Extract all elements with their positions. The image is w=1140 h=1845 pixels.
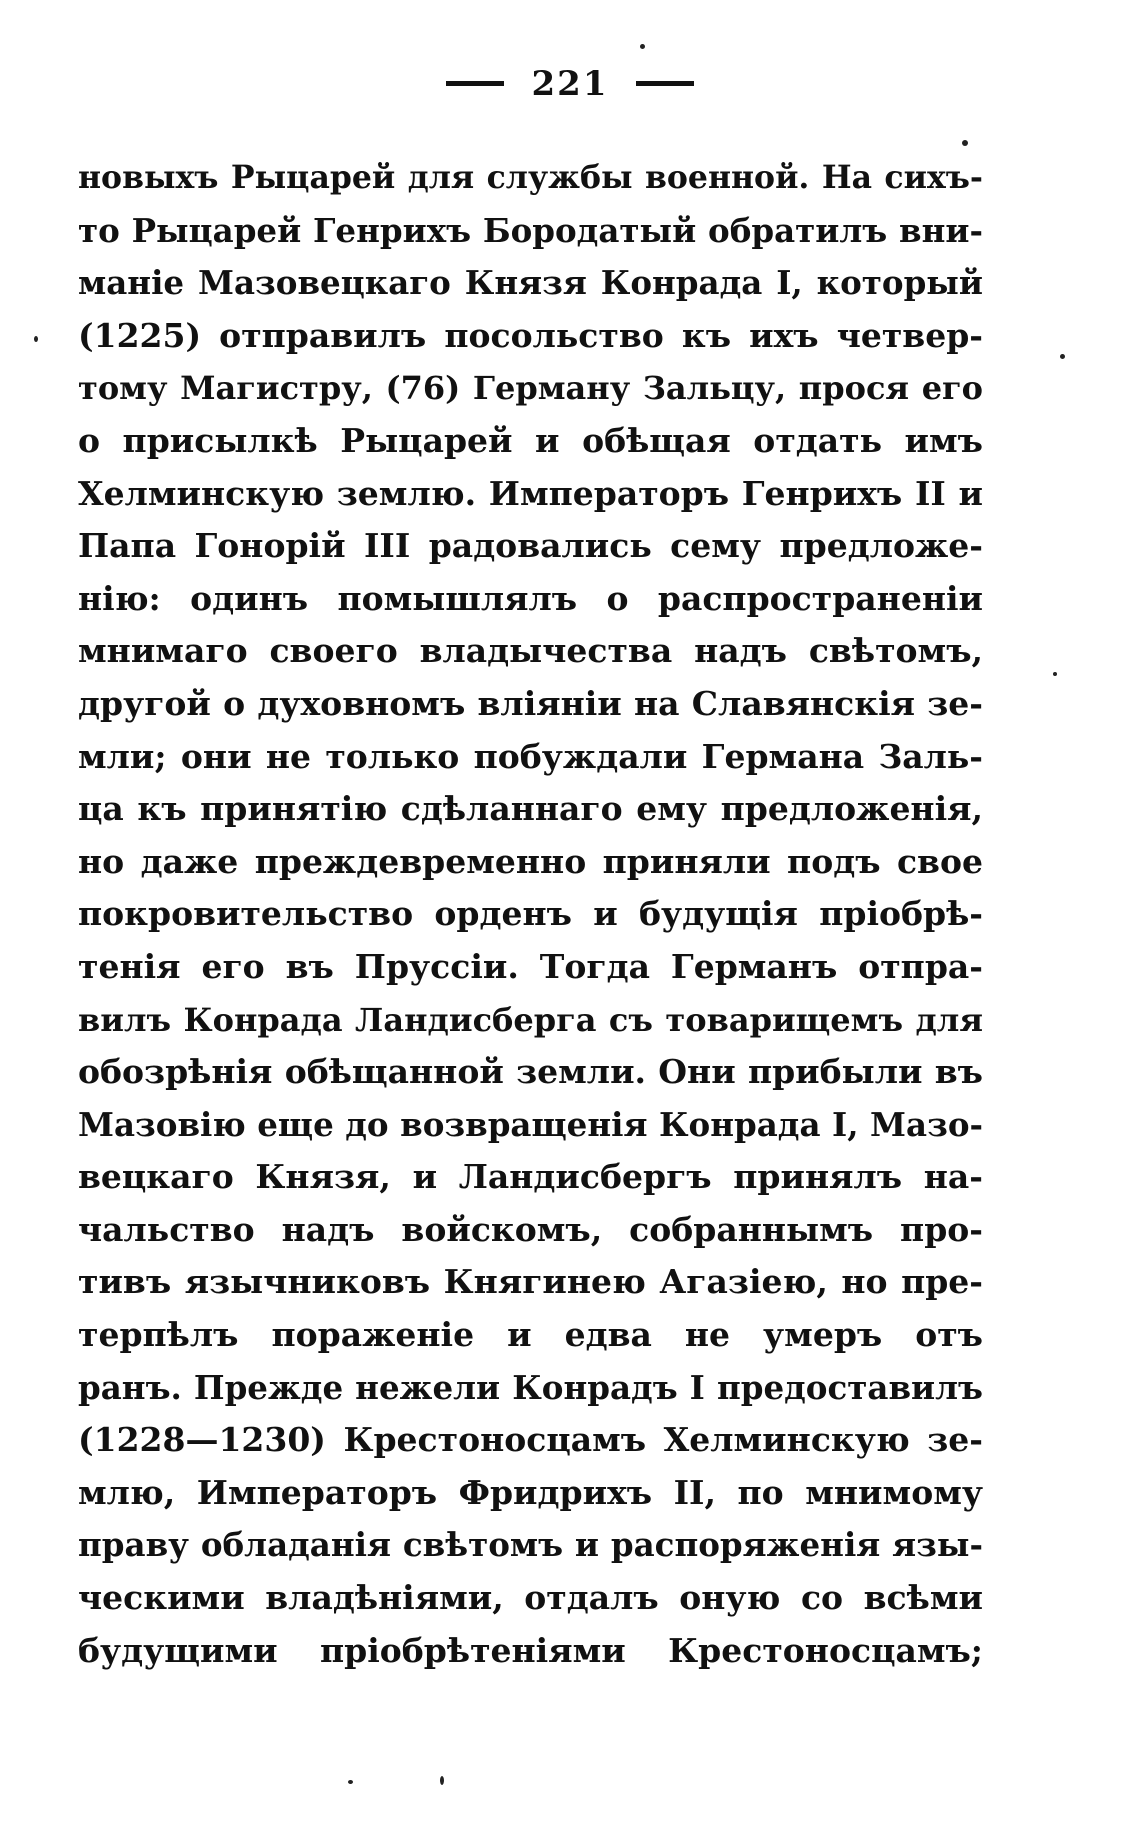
text-line: ранъ. Прежде нежели Конрадъ I предоставилъ	[78, 1367, 983, 1407]
text-line: тивъ язычниковъ Княгинею Агазіею, но пре-	[78, 1262, 983, 1302]
text-line: праву обладанія свѣтомъ и распоряженія язы-	[78, 1525, 983, 1565]
page-body	[78, 152, 983, 1677]
text-line: тенія его въ Пруссіи. Тогда Германъ отпра-	[78, 946, 983, 986]
scan-speck	[962, 140, 968, 146]
text-line: млю, Императоръ Фридрихъ II, по мнимому	[78, 1472, 983, 1512]
scan-speck	[1060, 354, 1065, 359]
text-line: о присылкѣ Рыцарей и обѣщая отдать имъ	[78, 420, 983, 460]
text-line: нію: одинъ помышлялъ о распространеніи	[78, 578, 983, 618]
header-dash-left	[446, 81, 504, 86]
text-line: маніе Мазовецкаго Князя Конрада I, который	[78, 263, 983, 303]
text-line: (1228—1230) Крестоносцамъ Хелминскую зе-	[78, 1420, 983, 1460]
text-line: (1225) отправилъ посольство къ ихъ четвер-	[78, 315, 983, 355]
text-line: вецкаго Князя, и Ландисбергъ принялъ на-	[78, 1157, 983, 1197]
text-line: Хелминскую землю. Императоръ Генрихъ II и	[78, 473, 983, 513]
scan-speck	[640, 44, 645, 49]
text-line: то Рыцарей Генрихъ Бородатый обратилъ вни-	[78, 210, 983, 250]
text-line: мнимаго своего владычества надъ свѣтомъ,	[78, 631, 983, 671]
scan-speck	[348, 1780, 353, 1784]
scan-speck	[1053, 672, 1057, 676]
text-line: покровительство орденъ и будущія пріобрѣ-	[78, 894, 983, 934]
text-line: терпѣлъ пораженіе и едва не умеръ отъ	[78, 1315, 983, 1355]
text-line: чальство надъ войскомъ, собраннымъ про-	[78, 1209, 983, 1249]
page-number: 221	[531, 64, 609, 104]
page-header	[0, 64, 1140, 104]
scan-speck	[440, 1776, 444, 1785]
text-line: Папа Гонорій III радовались сему предложе-	[78, 526, 983, 566]
text-line: но даже преждевременно приняли подъ свое	[78, 841, 983, 881]
text-line: обозрѣнія обѣщанной земли. Они прибыли въ	[78, 1052, 983, 1092]
text-line: новыхъ Рыцарей для службы военной. На сихъ-	[78, 159, 983, 196]
text-line: Мазовію еще до возвращенія Конрада I, Мазо-	[78, 1104, 983, 1144]
text-line: ца къ принятію сдѣланнаго ему предложенія,	[78, 789, 983, 829]
text-line: тому Магистру, (76) Герману Зальцу, прося его	[78, 369, 983, 408]
text-line: вилъ Конрада Ландисберга съ товарищемъ для	[78, 1000, 983, 1039]
header-dash-right	[636, 81, 694, 86]
text-line: ческими владѣніями, отдалъ оную со всѣми	[78, 1578, 983, 1618]
text-line: мли; они не только побуждали Германа Заль-	[78, 736, 983, 776]
text-line: другой о духовномъ вліяніи на Славянскія зе-	[78, 683, 983, 723]
text-line: будущими пріобрѣтеніями Крестоносцамъ;	[78, 1630, 983, 1670]
scan-speck	[34, 336, 38, 342]
